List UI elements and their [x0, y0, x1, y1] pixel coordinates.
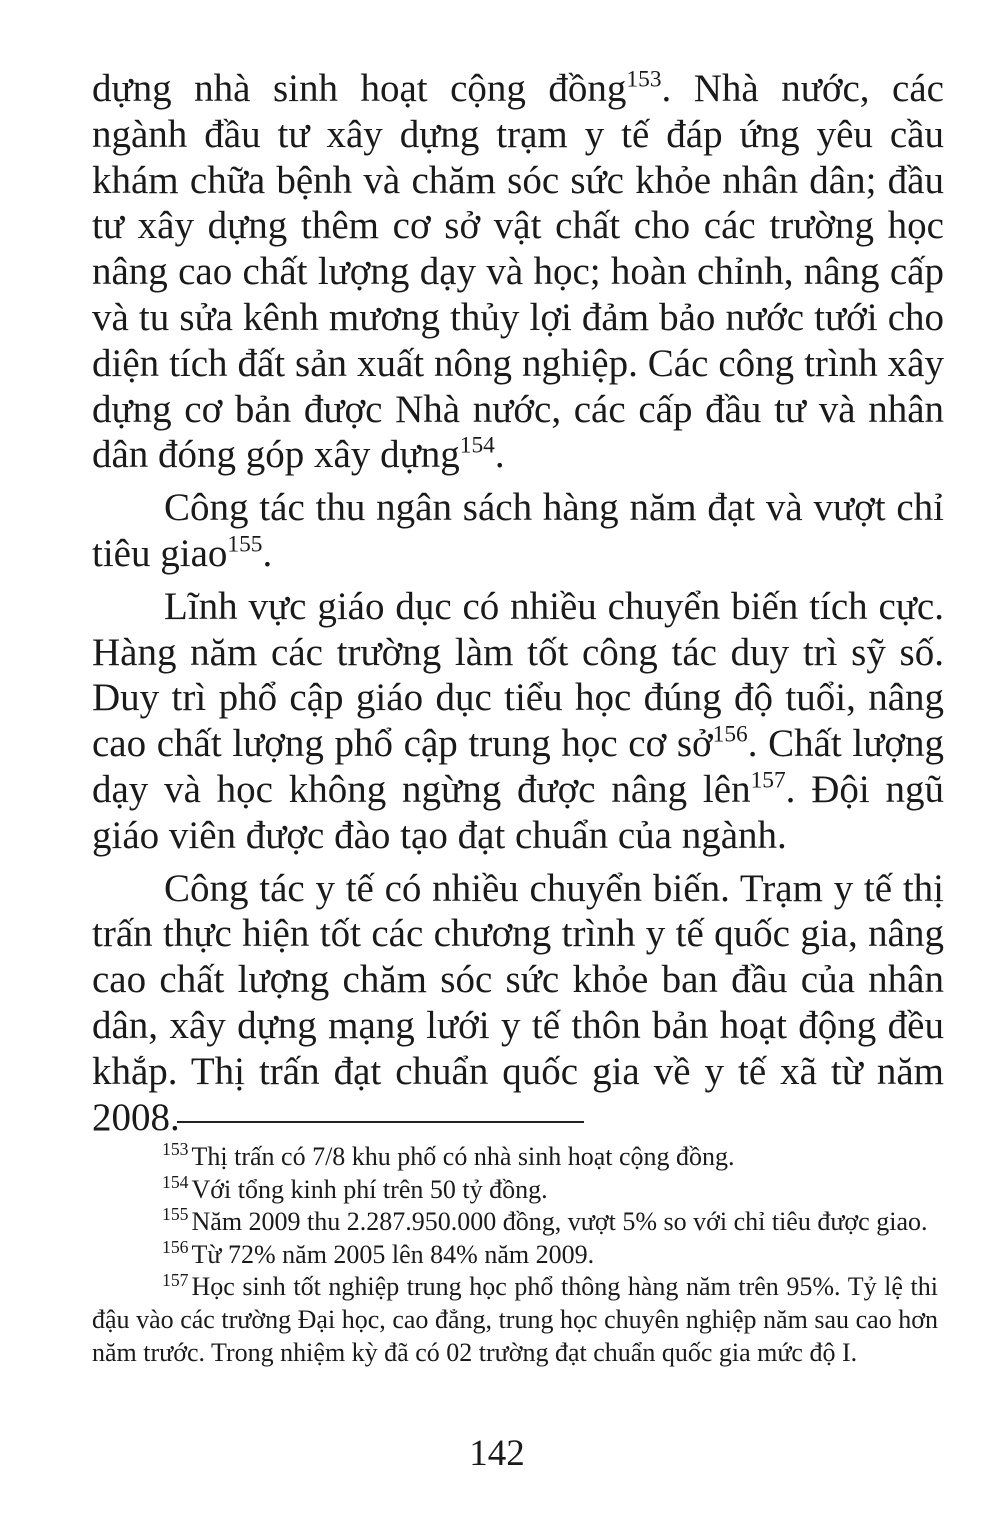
footnote-text: Học sinh tốt nghiệp trung học phổ thông hàng năm trên 95%. Tỷ lệ thi đậu vào các trường Đại học, cao đẳng, trung học chuyên nghiệp năm sau cao hơn năm trước. Trong nhiệm kỳ đã có 02 trường đạt chuẩn quốc gia mức độ I. — [92, 1272, 938, 1367]
footnote — [92, 1171, 938, 1207]
paragraph-text: dựng nhà sinh hoạt cộng đồng — [92, 67, 627, 110]
footnote-reference: 155 — [227, 531, 263, 558]
paragraph-text: . Đội ngũ giáo viên được đào tạo đạt chuẩn của ngành. — [92, 767, 944, 857]
footnote-text: Thị trấn có 7/8 khu phố có nhà sinh hoạt cộng đồng. — [191, 1142, 735, 1171]
footnote — [92, 1206, 938, 1239]
footnote-number: 155 — [162, 1204, 189, 1225]
page-number: 142 — [469, 1433, 525, 1474]
footnote — [92, 1239, 938, 1272]
paragraph-text: . — [262, 531, 273, 575]
paragraph-text: . Nhà nước, các ngành đầu tư xây dựng trạm y tế đáp ứng yêu cầu khám chữa bệnh và chăm sóc sức khỏe nhân dân; đầu tư xây dựng thêm cơ sở vật chất cho các trường học nâng cao chất lượng dạy và học; hoàn chỉnh, nâng cấp và tu sửa kênh mương thủy lợi đảm bảo nước tưới cho diện tích đất sản xuất nông nghiệp. Các công trình xây dựng cơ bản được Nhà nước, các cấp đầu tư và nhân dân đóng góp xây dựng — [92, 67, 944, 477]
paragraph — [92, 866, 944, 1141]
footnote-number: 154 — [162, 1171, 189, 1192]
footnote-text: Năm 2009 thu 2.287.950.000 đồng, vượt 5% so với chỉ tiêu được giao. — [191, 1207, 928, 1237]
footnote-text: Từ 72% năm 2005 lên 84% năm 2009. — [191, 1239, 595, 1269]
footnote-number: 157 — [162, 1269, 189, 1290]
footnote-number: 153 — [162, 1139, 189, 1160]
paragraph — [92, 485, 944, 577]
footnote-number: 156 — [162, 1237, 189, 1258]
footnote-reference: 156 — [712, 721, 748, 748]
footnote-text: Với tổng kinh phí trên 50 tỷ đồng. — [191, 1174, 548, 1204]
paragraph-text: Công tác thu ngân sách hàng năm đạt và vượt chỉ tiêu giao — [92, 486, 944, 575]
paragraph-text: . Chất lượng dạy và học không ngừng được nâng lên — [92, 722, 944, 811]
paragraph-text: Công tác y tế có nhiều chuyển biến. Trạm y tế thị trấn thực hiện tốt các chương trình y tế quốc gia, nâng cao chất lượng chăm sóc sức khỏe ban đầu của nhân dân, xây dựng mạng lưới y tế thôn bản hoạt động đều khắp. Thị trấn đạt chuẩn quốc gia về y tế xã từ năm 2008. — [92, 866, 944, 1139]
footnote — [92, 1141, 938, 1174]
footnote-reference: 157 — [750, 767, 786, 794]
paragraph-text: . — [494, 433, 505, 477]
paragraph — [92, 584, 944, 859]
footnotes — [92, 1141, 938, 1369]
body-text — [92, 66, 944, 1147]
footnote — [92, 1271, 938, 1369]
footnote-reference: 153 — [626, 66, 662, 93]
paragraph-text: Lĩnh vực giáo dục có nhiều chuyển biến tích cực. Hàng năm các trường làm tốt công tác duy trì sỹ số. Duy trì phổ cập giáo dục tiểu học đúng độ tuổi, nâng cao chất lượng phổ cập trung học cơ sở — [92, 584, 944, 766]
footnote-separator — [177, 1121, 584, 1123]
paragraph — [92, 66, 944, 478]
footnote-reference: 154 — [459, 432, 495, 459]
